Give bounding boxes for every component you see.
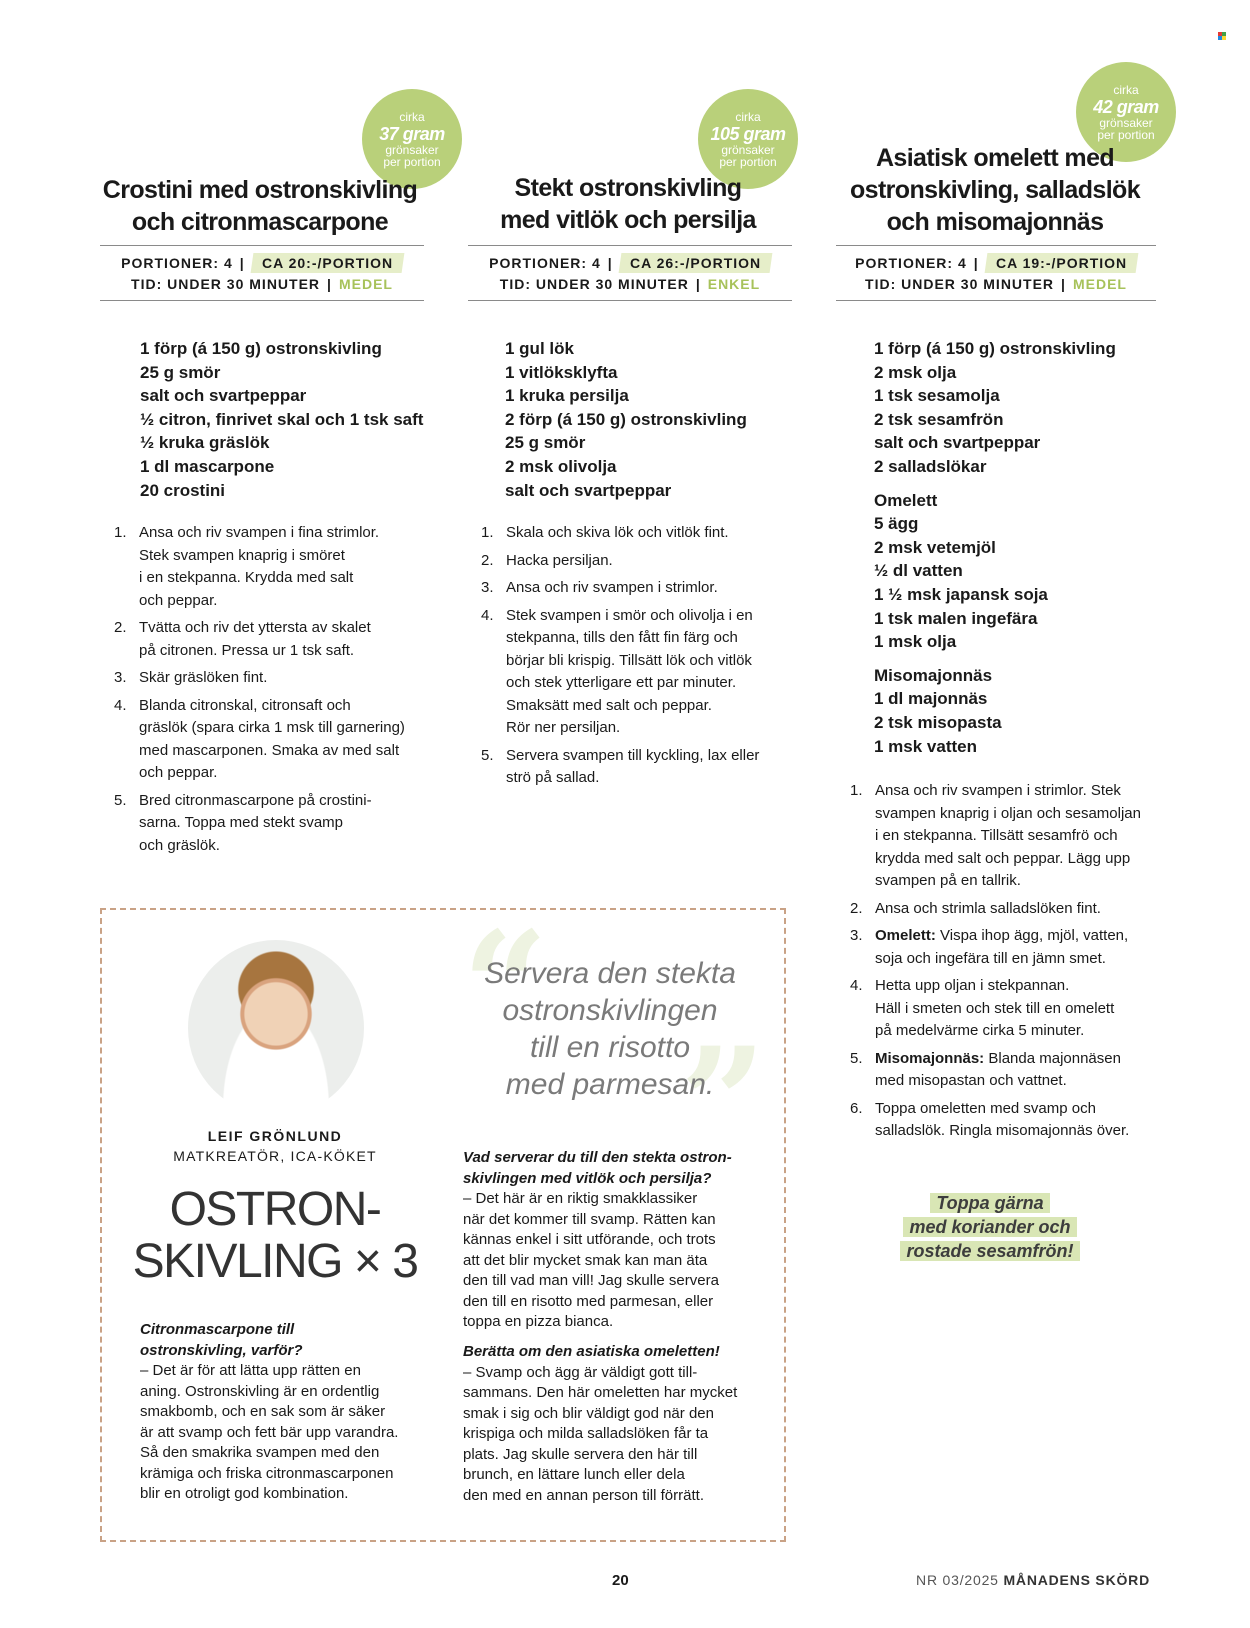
- step: [850, 1048, 1180, 1093]
- ingredient: salt och svartpeppar: [505, 480, 672, 500]
- ingredient: 20 crostini: [140, 480, 226, 500]
- step: [850, 925, 1180, 970]
- page-number: 20: [612, 1572, 629, 1589]
- step-number: 4.: [114, 696, 127, 714]
- quote-line: ostronskivlingen: [502, 994, 718, 1027]
- badge-label: cirka: [1113, 82, 1139, 97]
- ingredient: 1 förp (á 150 g) ostronskivling: [874, 339, 1116, 358]
- chef-role: MATKREATÖR, ICA-KÖKET: [173, 1148, 377, 1164]
- badge-amount: 42 gram: [1093, 96, 1159, 117]
- portions: PORTIONER: 4: [121, 255, 233, 271]
- step-number: 2.: [850, 899, 863, 917]
- tip-line: rostade sesamfrön!: [900, 1241, 1079, 1261]
- qa-block-1: [140, 1320, 440, 1505]
- corner-logo-icon: [1218, 32, 1226, 40]
- title-line: med vitlök och persilja: [500, 206, 756, 234]
- step-text: Skala och skiva lök och vitlök fint.: [506, 524, 729, 541]
- ingredient: 2 tsk misopasta: [874, 712, 1002, 732]
- step-text: Ansa och riv svampen i strimlor. Stek svampen knaprig i oljan och sesamoljan i en stekpanna. Tillsätt sesamfrö och krydda med salt och peppar. Lägg upp svampen på en tallrik.: [875, 782, 1141, 889]
- step-text: Ansa och riv svampen i strimlor.: [506, 579, 718, 596]
- step: [481, 745, 801, 790]
- price-tag: [984, 253, 1138, 273]
- difficulty: MEDEL: [1072, 276, 1127, 292]
- price: CA 19:-/PORTION: [995, 255, 1127, 271]
- magazine-name: MÅNADENS SKÖRD: [1003, 1572, 1150, 1588]
- step-number: 1.: [114, 524, 127, 541]
- step: [114, 790, 434, 858]
- step-number: 2.: [114, 619, 127, 636]
- open-quote-icon: “: [462, 899, 549, 1075]
- step-list-2: [481, 522, 801, 795]
- difficulty: MEDEL: [338, 276, 393, 292]
- ingredient: 1 ½ msk japansk soja: [874, 584, 1048, 604]
- issue-number: NR 03/2025: [916, 1572, 999, 1588]
- step-text: Skär gräslöken fint.: [139, 669, 268, 686]
- title-line: ostronskivling, salladslök: [849, 176, 1141, 204]
- title-line: OSTRON-: [169, 1183, 381, 1236]
- ingredient: 2 tsk sesamfrön: [874, 409, 1004, 429]
- badge-line: grönsaker: [385, 142, 439, 157]
- step-bold: Misomajonnäs:: [875, 1049, 985, 1067]
- ingredient: 1 gul lök: [505, 339, 574, 358]
- recipe-meta-3: PORTIONER: 4 | CA 19:-/PORTION TID: UNDER 30 MINUTER | MEDEL: [836, 245, 1156, 301]
- ingredient: 1 förp (á 150 g) ostronskivling: [140, 339, 382, 358]
- step-text: Blanda majonnäsen med misopastan och vattnet.: [875, 1049, 1121, 1089]
- time: TID: UNDER 30 MINUTER: [865, 276, 1055, 292]
- step: [481, 522, 801, 545]
- time: TID: UNDER 30 MINUTER: [131, 276, 321, 292]
- step-number: 5.: [481, 746, 494, 764]
- step-number: 3.: [481, 579, 494, 596]
- step-number: 5.: [850, 1049, 863, 1067]
- title-line: och misomajonnäs: [886, 208, 1104, 236]
- step: [481, 550, 801, 573]
- step-text: Stek svampen i smör och olivolja i en stekpanna, tills den fått fin färg och börjar bli krispig. Tillsätt lök och vitlök och stek ytterligare ett par minuter. Smaksätt med salt och peppar. Rör ner persiljan.: [506, 606, 753, 736]
- title-line: SKIVLING × 3: [132, 1235, 418, 1288]
- step: [114, 667, 434, 690]
- step-text: Bred citronmascarpone på crostini- sarna. Toppa med stekt svamp och gräslök.: [139, 791, 372, 854]
- recipe-meta-1: PORTIONER: 4 | CA 20:-/PORTION TID: UNDER 30 MINUTER | MEDEL: [100, 245, 424, 301]
- step: [850, 780, 1180, 893]
- difficulty: ENKEL: [707, 276, 761, 292]
- feature-title: [100, 1184, 450, 1288]
- ingredient: salt och svartpeppar: [140, 386, 307, 406]
- ingredient: 5 ägg: [874, 514, 919, 534]
- portions: PORTIONER: 4: [489, 255, 601, 271]
- step: [481, 605, 801, 740]
- badge-line: grönsaker: [1099, 115, 1153, 130]
- question: Vad serverar du till den stekta ostron- skivlingen med vitlök och persilja?: [463, 1149, 732, 1187]
- answer: – Svamp och ägg är väldigt gott till- sammans. Den här omeletten har mycket smak i sig och blir väldigt god när den krispiga och milda salladslöken får ta plats. Jag skulle servera den här till brunch, en lättare lunch eller dela den med en annan person till förrätt.: [463, 1363, 738, 1504]
- title-line: och citronmascarpone: [131, 208, 389, 236]
- price: CA 26:-/PORTION: [629, 255, 761, 271]
- badge-line: per portion: [719, 154, 777, 169]
- title-line: Crostini med ostronskivling: [102, 176, 418, 204]
- ingredient-list-3: [874, 337, 1116, 758]
- badge-label: cirka: [399, 109, 425, 124]
- ingredient: 1 vitlöksklyfta: [505, 362, 618, 382]
- step: [114, 522, 434, 612]
- step-number: 4.: [481, 606, 494, 624]
- ingredient: salt och svartpeppar: [874, 433, 1041, 453]
- ingredient: 1 dl majonnäs: [874, 689, 988, 709]
- badge-line: grönsaker: [721, 142, 775, 157]
- step-number: 3.: [114, 669, 127, 686]
- recipe-title-2: [468, 172, 788, 236]
- step-text: Blanda citronskal, citronsaft och gräslök (spara cirka 1 msk till garnering) med mascarponen. Smaka av med salt och peppar.: [139, 696, 405, 781]
- answer: – Det här är en riktig smakklassiker när det kommer till svamp. Rätten kan kännas enkel i sitt utförande, och trots att det blir mycket smak kan man äta den till vad man vill! Jag skulle servera den till en risotto med parmesan, eller toppa en pizza bianca.: [463, 1190, 719, 1330]
- quote-line: med parmesan.: [505, 1068, 715, 1101]
- ingredient-subhead: Misomajonnäs: [874, 665, 993, 685]
- step-number: 2.: [481, 551, 494, 569]
- step-text: Hacka persiljan.: [506, 551, 613, 569]
- ingredient: 25 g smör: [140, 362, 221, 382]
- step-number: 4.: [850, 977, 863, 994]
- step-list-1: [114, 522, 434, 862]
- answer: – Det är för att lätta upp rätten en aning. Ostronskivling är en ordentlig smakbomb, och en sak som är säker är att svamp och fett bär upp varandra. Så den smakrika svampen med den krämiga och friska citronmascarponen blir en otroligt god kombination.: [140, 1362, 399, 1502]
- ingredient-subhead: Omelett: [874, 490, 938, 510]
- step-text: Vispa ihop ägg, mjöl, vatten, soja och ingefära till en jämn smet.: [875, 927, 1129, 967]
- portions: PORTIONER: 4: [855, 255, 967, 271]
- step-text: Servera svampen till kyckling, lax eller strö på sallad.: [506, 746, 760, 786]
- chef-portrait: [188, 940, 364, 1116]
- ingredient: 2 msk vetemjöl: [874, 537, 996, 557]
- ingredient: 1 tsk sesamolja: [874, 386, 1000, 406]
- tip-line: Toppa gärna: [930, 1193, 1049, 1213]
- step-text: Ansa och strimla salladslöken fint.: [875, 899, 1101, 917]
- step-number: 1.: [481, 524, 494, 541]
- step-text: Toppa omeletten med svamp och salladslök. Ringla misomajonnäs över.: [875, 1099, 1130, 1139]
- badge-amount: 105 gram: [710, 123, 786, 144]
- title-line: Stekt ostronskivling: [514, 174, 742, 202]
- step: [481, 577, 801, 600]
- ingredient: 1 msk olja: [874, 632, 957, 652]
- question: Citronmascarpone till ostronskivling, varför?: [140, 1321, 303, 1359]
- step-number: 3.: [850, 927, 863, 944]
- ingredient-list-2: [505, 337, 747, 502]
- badge-label: cirka: [735, 109, 761, 124]
- recipe-meta-2: PORTIONER: 4 | CA 26:-/PORTION TID: UNDER 30 MINUTER | ENKEL: [468, 245, 792, 301]
- step: [114, 695, 434, 785]
- step: [850, 975, 1180, 1043]
- badge-line: per portion: [383, 154, 441, 169]
- ingredient: 1 dl mascarpone: [140, 456, 275, 476]
- qa-block-2: [463, 1148, 773, 1333]
- tip-line: med koriander och: [903, 1217, 1076, 1237]
- ingredient-list-1: [140, 337, 423, 502]
- step-number: 1.: [850, 782, 863, 799]
- price-tag: [250, 253, 404, 273]
- step-number: 6.: [850, 1099, 863, 1117]
- close-quote-icon: ”: [680, 1015, 767, 1191]
- step-number: 5.: [114, 791, 127, 809]
- ingredient: 2 förp (á 150 g) ostronskivling: [505, 409, 747, 429]
- time: TID: UNDER 30 MINUTER: [499, 276, 689, 292]
- badge-amount: 37 gram: [379, 123, 445, 144]
- title-line: Asiatisk omelett med: [875, 144, 1115, 172]
- ingredient: 1 tsk malen ingefära: [874, 608, 1038, 628]
- ingredient: ½ kruka gräslök: [140, 433, 270, 453]
- ingredient: 1 msk vatten: [874, 736, 977, 756]
- step-text: Hetta upp oljan i stekpannan. Häll i smeten och stek till en omelett på medelvärme cirka 5 minuter.: [875, 977, 1115, 1039]
- ingredient: 25 g smör: [505, 433, 586, 453]
- recipe-title-1: [100, 174, 420, 238]
- ingredient: 1 kruka persilja: [505, 386, 629, 406]
- ingredient: 2 msk olja: [874, 362, 957, 382]
- step: [114, 617, 434, 662]
- recipe-title-3: [834, 142, 1156, 238]
- step-text: Tvätta och riv det yttersta av skalet på citronen. Pressa ur 1 tsk saft.: [139, 619, 371, 659]
- pull-quote: [475, 955, 745, 1103]
- quote-line: till en risotto: [529, 1031, 691, 1064]
- question: Berätta om den asiatiska omeletten!: [463, 1343, 720, 1360]
- quote-line: Servera den stekta: [484, 957, 736, 990]
- step: [850, 898, 1180, 921]
- step-bold: Omelett:: [875, 927, 936, 944]
- qa-block-3: [463, 1342, 773, 1506]
- price-tag: [618, 253, 772, 273]
- ingredient: 2 salladslökar: [874, 456, 987, 476]
- step: [850, 1098, 1180, 1143]
- step-text: Ansa och riv svampen i fina strimlor. Stek svampen knaprig i smöret i en stekpanna. Krydda med salt och peppar.: [139, 524, 380, 609]
- step-list-3: [850, 780, 1180, 1148]
- ingredient: 2 msk olivolja: [505, 456, 617, 476]
- ingredient: ½ dl vatten: [874, 561, 963, 581]
- price: CA 20:-/PORTION: [261, 255, 393, 271]
- badge-line: per portion: [1097, 127, 1155, 142]
- ingredient: ½ citron, finrivet skal och 1 tsk saft: [140, 409, 424, 429]
- issue-label: [916, 1572, 1150, 1588]
- chef-name: LEIF GRÖNLUND: [207, 1128, 343, 1144]
- tip-banner: [890, 1188, 1090, 1268]
